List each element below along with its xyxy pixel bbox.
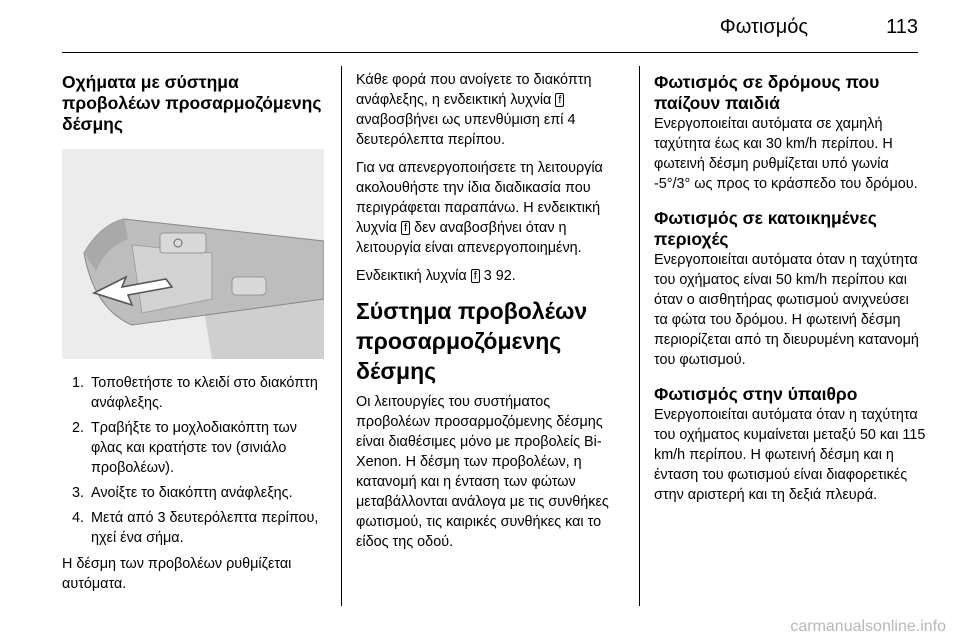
step-text: Ανοίξτε το διακόπτη ανάφλεξης.: [91, 485, 293, 501]
reference-label: Ενδεικτική λυχνία: [356, 268, 467, 284]
step-number: 1.: [72, 375, 85, 391]
paragraph-adaptive-system: Οι λειτουργίες του συστήματος προβολέων προσαρμοζόμενης δέσμης είναι διαθέσιμες μόνο με προβολείς Bi-Xenon. Η δέσμη των προβολέων, η κατανομή και η ένταση των φώτων μεταβάλλονται ανάλογα με τις συνθήκες φωτισμού, τις καιρικές συνθήκες και το είδος της οδού.: [356, 394, 609, 550]
step-item: [62, 483, 328, 503]
section-text: Ενεργοποιείται αυτόματα σε χαμηλή ταχύτητα έως και 30 km/h περίπου. Η φωτεινή δέσμη ρυθμίζεται υπό γωνία -5°/3° ως προς το κράσπεδο του δρόμου.: [654, 116, 918, 192]
section-text: Ενεργοποιείται αυτόματα όταν η ταχύτητα του οχήματος κυμαίνεται μεταξύ 50 και 115 km/h περίπου. Η φωτεινή δέσμη και η ένταση του φωτισμού είναι διαφορετικές στην αριστερή και τη δεξιά πλευρά.: [654, 407, 926, 503]
step-number: 4.: [72, 510, 85, 526]
step-number: 2.: [72, 420, 85, 436]
watermark: carmanualsonline.info: [790, 618, 946, 635]
step-text: Τοποθετήστε το κλειδί στο διακόπτη ανάφλεξης.: [91, 375, 318, 411]
paragraph-deactivate-end: δεν αναβοσβήνει όταν η λειτουργία είναι απενεργοποιημένη.: [356, 220, 582, 256]
column-rule-1: [341, 66, 342, 606]
paragraph-reminder-start: Κάθε φορά που ανοίγετε το διακόπτη ανάφλεξης, η ενδεικτική λυχνία: [356, 72, 592, 108]
step-number: 3.: [72, 485, 85, 501]
section-residential: [654, 208, 926, 370]
section-heading-adaptive-vehicles: Οχήματα με σύστημα προβολέων προσαρμοζόμενης δέσμης: [62, 72, 322, 134]
step-text: Μετά από 3 δευτερόλεπτα περίπου, ηχεί ένα σήμα.: [91, 510, 319, 546]
reference-arrow-icon[interactable]: 3: [483, 268, 492, 284]
step-item: [62, 508, 328, 548]
column-1: [62, 72, 328, 602]
section-title: Φωτισμός σε δρόμους που παίζουν παιδιά: [654, 72, 880, 113]
step-item: [62, 418, 328, 478]
header-rule: [62, 52, 918, 53]
headlight-range-indicator-icon: f: [555, 93, 564, 107]
paragraph-deactivate-start: Για να απενεργοποιήσετε τη λειτουργία ακολουθήστε την ίδια διαδικασία που περιγράφεται παραπάνω. Η ενδεικτική λυχνία: [356, 160, 603, 236]
section-children-streets: [654, 72, 926, 194]
section-countryside: [654, 384, 926, 505]
column-rule-2: [639, 66, 640, 606]
steps-list: [62, 373, 328, 548]
section-heading-adaptive-system: Σύστημα προβολέων προσαρμοζόμενης δέσμης: [356, 298, 588, 384]
lever-illustration: [62, 149, 324, 359]
paragraph-reminder-end: αναβοσβήνει ως υπενθύμιση επί 4 δευτερόλεπτα περίπου.: [356, 112, 576, 148]
header-title: Φωτισμός: [719, 16, 808, 38]
column-2: [356, 70, 628, 560]
section-title: Φωτισμός σε κατοικημένες περιοχές: [654, 208, 877, 249]
reference-page[interactable]: 92.: [495, 268, 516, 284]
lever-illustration-svg: [62, 149, 324, 359]
step-text: Τραβήξτε το μοχλοδιακόπτη των φλας και κρατήστε τον (σινιάλο προβολέων).: [91, 420, 297, 476]
section-title: Φωτισμός στην ύπαιθρο: [654, 384, 858, 404]
paragraph-reminder: [356, 70, 628, 150]
section-text: Ενεργοποιείται αυτόματα όταν η ταχύτητα του οχήματος είναι 50 km/h περίπου και όταν ο αισθητήρας φωτισμού ανιχνεύσει τα φώτα του δρόμου. Η φωτεινή δέσμη περιορίζεται από τη διευρυμένη κατανομή του φωτισμού.: [654, 252, 919, 368]
outro-text: Η δέσμη των προβολέων ρυθμίζεται αυτόματα.: [62, 556, 292, 592]
headlight-range-indicator-icon: f: [401, 221, 410, 235]
step-item: [62, 373, 328, 413]
headlight-range-indicator-icon: f: [471, 269, 480, 283]
paragraph-deactivate: [356, 158, 628, 258]
column-3: [654, 72, 926, 519]
page-number: 113: [886, 16, 918, 38]
paragraph-reference: [356, 266, 628, 286]
